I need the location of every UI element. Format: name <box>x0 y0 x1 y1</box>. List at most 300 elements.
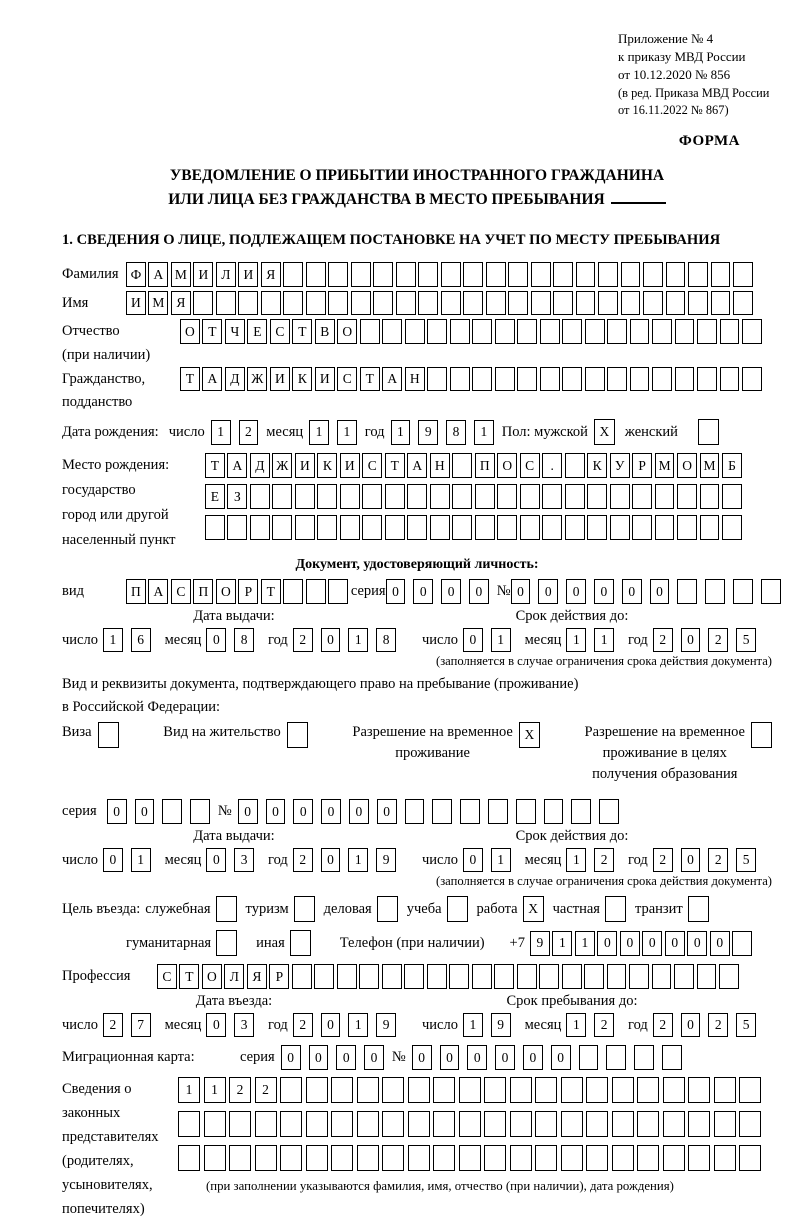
char-cell[interactable] <box>535 1111 557 1137</box>
char-cell[interactable] <box>404 964 424 989</box>
char-cell[interactable] <box>433 1145 455 1171</box>
char-cell[interactable] <box>314 964 334 989</box>
char-cell[interactable] <box>306 579 326 604</box>
char-cell[interactable] <box>362 484 382 509</box>
char-cell[interactable]: 1 <box>348 1013 368 1038</box>
char-cell[interactable] <box>587 515 607 540</box>
char-cell[interactable] <box>261 291 281 316</box>
char-cell[interactable]: Н <box>430 453 450 478</box>
char-cell[interactable] <box>216 930 237 956</box>
char-cell[interactable] <box>584 964 604 989</box>
char-cell[interactable] <box>227 515 247 540</box>
char-cell[interactable] <box>711 291 731 316</box>
char-cell[interactable]: Т <box>179 964 199 989</box>
char-cell[interactable]: О <box>202 964 222 989</box>
char-cell[interactable]: X <box>519 722 540 748</box>
char-cell[interactable]: 0 <box>321 799 341 824</box>
char-cell[interactable] <box>508 262 528 287</box>
char-cell[interactable] <box>238 291 258 316</box>
char-cell[interactable]: К <box>587 453 607 478</box>
char-cell[interactable]: 0 <box>377 799 397 824</box>
char-cell[interactable]: Ф <box>126 262 146 287</box>
char-cell[interactable] <box>433 1111 455 1137</box>
char-cell[interactable]: З <box>227 484 247 509</box>
char-cell[interactable] <box>418 291 438 316</box>
char-cell[interactable] <box>292 964 312 989</box>
char-cell[interactable]: 2 <box>255 1077 277 1103</box>
char-cell[interactable] <box>472 319 492 344</box>
char-cell[interactable] <box>360 319 380 344</box>
char-cell[interactable]: Т <box>292 319 312 344</box>
char-cell[interactable]: 0 <box>681 628 701 653</box>
char-cell[interactable] <box>441 291 461 316</box>
char-cell[interactable] <box>193 291 213 316</box>
char-cell[interactable] <box>295 515 315 540</box>
char-cell[interactable]: 2 <box>653 848 673 873</box>
char-cell[interactable] <box>629 964 649 989</box>
char-cell[interactable]: Е <box>247 319 267 344</box>
char-cell[interactable] <box>553 291 573 316</box>
char-cell[interactable] <box>340 515 360 540</box>
char-cell[interactable] <box>585 367 605 392</box>
char-cell[interactable] <box>337 964 357 989</box>
char-cell[interactable] <box>553 262 573 287</box>
char-cell[interactable]: 1 <box>491 848 511 873</box>
char-cell[interactable] <box>637 1077 659 1103</box>
char-cell[interactable] <box>357 1145 379 1171</box>
char-cell[interactable]: И <box>315 367 335 392</box>
char-cell[interactable]: X <box>523 896 544 922</box>
char-cell[interactable]: 5 <box>736 1013 756 1038</box>
char-cell[interactable]: А <box>202 367 222 392</box>
char-cell[interactable] <box>610 484 630 509</box>
char-cell[interactable]: 0 <box>620 931 640 956</box>
char-cell[interactable] <box>405 799 425 824</box>
char-cell[interactable] <box>714 1111 736 1137</box>
char-cell[interactable]: 1 <box>463 1013 483 1038</box>
char-cell[interactable]: Ч <box>225 319 245 344</box>
char-cell[interactable]: 2 <box>708 628 728 653</box>
char-cell[interactable]: . <box>542 453 562 478</box>
char-cell[interactable]: А <box>148 262 168 287</box>
char-cell[interactable] <box>449 964 469 989</box>
char-cell[interactable]: 0 <box>206 1013 226 1038</box>
char-cell[interactable]: 0 <box>293 799 313 824</box>
char-cell[interactable] <box>688 1111 710 1137</box>
char-cell[interactable] <box>663 1077 685 1103</box>
char-cell[interactable]: 0 <box>710 931 730 956</box>
char-cell[interactable] <box>630 367 650 392</box>
char-cell[interactable] <box>475 515 495 540</box>
char-cell[interactable] <box>283 579 303 604</box>
char-cell[interactable] <box>643 262 663 287</box>
char-cell[interactable] <box>652 319 672 344</box>
char-cell[interactable]: 0 <box>463 628 483 653</box>
char-cell[interactable] <box>605 896 626 922</box>
char-cell[interactable]: 1 <box>491 628 511 653</box>
char-cell[interactable] <box>306 291 326 316</box>
char-cell[interactable]: 1 <box>575 931 595 956</box>
char-cell[interactable]: П <box>475 453 495 478</box>
char-cell[interactable]: 0 <box>538 579 558 604</box>
char-cell[interactable] <box>697 367 717 392</box>
char-cell[interactable]: 1 <box>348 628 368 653</box>
char-cell[interactable]: 1 <box>309 420 329 445</box>
char-cell[interactable]: 6 <box>131 628 151 653</box>
char-cell[interactable]: 1 <box>103 628 123 653</box>
char-cell[interactable] <box>328 262 348 287</box>
char-cell[interactable]: 0 <box>551 1045 571 1070</box>
char-cell[interactable]: 0 <box>309 1045 329 1070</box>
char-cell[interactable] <box>697 319 717 344</box>
char-cell[interactable]: 9 <box>491 1013 511 1038</box>
char-cell[interactable] <box>290 930 311 956</box>
char-cell[interactable] <box>585 319 605 344</box>
char-cell[interactable] <box>204 1111 226 1137</box>
char-cell[interactable] <box>540 319 560 344</box>
char-cell[interactable]: 8 <box>234 628 254 653</box>
char-cell[interactable] <box>599 799 619 824</box>
char-cell[interactable] <box>459 1111 481 1137</box>
char-cell[interactable] <box>250 515 270 540</box>
char-cell[interactable]: С <box>520 453 540 478</box>
char-cell[interactable] <box>520 484 540 509</box>
char-cell[interactable] <box>598 262 618 287</box>
char-cell[interactable] <box>733 291 753 316</box>
char-cell[interactable]: 0 <box>336 1045 356 1070</box>
char-cell[interactable] <box>688 896 709 922</box>
char-cell[interactable] <box>306 1145 328 1171</box>
char-cell[interactable]: И <box>238 262 258 287</box>
char-cell[interactable] <box>497 484 517 509</box>
char-cell[interactable] <box>382 319 402 344</box>
char-cell[interactable] <box>732 931 752 956</box>
char-cell[interactable] <box>205 515 225 540</box>
char-cell[interactable] <box>565 515 585 540</box>
char-cell[interactable] <box>607 964 627 989</box>
char-cell[interactable]: 1 <box>337 420 357 445</box>
char-cell[interactable]: 0 <box>566 579 586 604</box>
char-cell[interactable] <box>351 262 371 287</box>
char-cell[interactable]: Д <box>225 367 245 392</box>
char-cell[interactable] <box>459 1077 481 1103</box>
char-cell[interactable] <box>484 1111 506 1137</box>
char-cell[interactable] <box>306 262 326 287</box>
char-cell[interactable] <box>396 262 416 287</box>
char-cell[interactable] <box>587 484 607 509</box>
char-cell[interactable] <box>229 1111 251 1137</box>
char-cell[interactable]: 0 <box>463 848 483 873</box>
char-cell[interactable]: 2 <box>708 848 728 873</box>
char-cell[interactable] <box>663 1145 685 1171</box>
char-cell[interactable]: Е <box>205 484 225 509</box>
char-cell[interactable]: 2 <box>293 1013 313 1038</box>
char-cell[interactable]: 0 <box>266 799 286 824</box>
char-cell[interactable]: Т <box>205 453 225 478</box>
char-cell[interactable]: 0 <box>511 579 531 604</box>
char-cell[interactable]: С <box>362 453 382 478</box>
char-cell[interactable]: А <box>227 453 247 478</box>
char-cell[interactable] <box>472 367 492 392</box>
char-cell[interactable]: И <box>193 262 213 287</box>
char-cell[interactable] <box>306 1111 328 1137</box>
char-cell[interactable]: И <box>126 291 146 316</box>
char-cell[interactable]: 3 <box>234 1013 254 1038</box>
char-cell[interactable]: 3 <box>234 848 254 873</box>
char-cell[interactable]: 2 <box>594 848 614 873</box>
char-cell[interactable] <box>688 1077 710 1103</box>
char-cell[interactable]: С <box>270 319 290 344</box>
char-cell[interactable]: Я <box>261 262 281 287</box>
char-cell[interactable]: 0 <box>321 1013 341 1038</box>
char-cell[interactable] <box>720 367 740 392</box>
char-cell[interactable]: О <box>497 453 517 478</box>
char-cell[interactable] <box>697 964 717 989</box>
char-cell[interactable] <box>662 1045 682 1070</box>
char-cell[interactable] <box>484 1077 506 1103</box>
char-cell[interactable]: 9 <box>376 1013 396 1038</box>
char-cell[interactable]: Т <box>202 319 222 344</box>
char-cell[interactable]: 2 <box>293 848 313 873</box>
char-cell[interactable]: 5 <box>736 628 756 653</box>
char-cell[interactable]: 0 <box>281 1045 301 1070</box>
char-cell[interactable]: 1 <box>211 420 231 445</box>
char-cell[interactable] <box>283 291 303 316</box>
char-cell[interactable] <box>739 1111 761 1137</box>
char-cell[interactable] <box>677 484 697 509</box>
char-cell[interactable]: 0 <box>642 931 662 956</box>
char-cell[interactable]: 9 <box>418 420 438 445</box>
char-cell[interactable]: П <box>193 579 213 604</box>
char-cell[interactable]: О <box>337 319 357 344</box>
char-cell[interactable]: А <box>407 453 427 478</box>
char-cell[interactable]: В <box>315 319 335 344</box>
char-cell[interactable]: 1 <box>566 628 586 653</box>
char-cell[interactable] <box>494 964 514 989</box>
char-cell[interactable] <box>229 1145 251 1171</box>
char-cell[interactable] <box>655 484 675 509</box>
char-cell[interactable] <box>579 1045 599 1070</box>
char-cell[interactable]: 1 <box>474 420 494 445</box>
char-cell[interactable] <box>280 1111 302 1137</box>
char-cell[interactable]: О <box>180 319 200 344</box>
char-cell[interactable] <box>250 484 270 509</box>
char-cell[interactable] <box>178 1111 200 1137</box>
char-cell[interactable]: 2 <box>229 1077 251 1103</box>
char-cell[interactable]: Н <box>405 367 425 392</box>
char-cell[interactable] <box>562 367 582 392</box>
char-cell[interactable] <box>190 799 210 824</box>
char-cell[interactable]: Р <box>269 964 289 989</box>
char-cell[interactable]: 0 <box>523 1045 543 1070</box>
char-cell[interactable] <box>714 1077 736 1103</box>
char-cell[interactable] <box>295 484 315 509</box>
char-cell[interactable] <box>475 484 495 509</box>
char-cell[interactable]: 8 <box>376 628 396 653</box>
char-cell[interactable]: 0 <box>467 1045 487 1070</box>
char-cell[interactable] <box>517 964 537 989</box>
char-cell[interactable] <box>331 1145 353 1171</box>
char-cell[interactable]: 2 <box>653 628 673 653</box>
char-cell[interactable] <box>517 319 537 344</box>
char-cell[interactable] <box>576 262 596 287</box>
char-cell[interactable] <box>761 579 781 604</box>
char-cell[interactable] <box>408 1077 430 1103</box>
char-cell[interactable]: Р <box>238 579 258 604</box>
char-cell[interactable] <box>612 1111 634 1137</box>
char-cell[interactable] <box>382 1111 404 1137</box>
char-cell[interactable] <box>418 262 438 287</box>
char-cell[interactable] <box>540 367 560 392</box>
char-cell[interactable] <box>632 484 652 509</box>
char-cell[interactable] <box>459 1145 481 1171</box>
char-cell[interactable]: 5 <box>736 848 756 873</box>
char-cell[interactable] <box>486 262 506 287</box>
char-cell[interactable]: И <box>295 453 315 478</box>
char-cell[interactable] <box>700 515 720 540</box>
char-cell[interactable]: Р <box>632 453 652 478</box>
char-cell[interactable] <box>630 319 650 344</box>
char-cell[interactable]: Т <box>180 367 200 392</box>
char-cell[interactable]: 0 <box>386 579 406 604</box>
char-cell[interactable]: 0 <box>206 628 226 653</box>
char-cell[interactable] <box>255 1145 277 1171</box>
char-cell[interactable] <box>607 319 627 344</box>
char-cell[interactable] <box>447 896 468 922</box>
char-cell[interactable] <box>382 1077 404 1103</box>
char-cell[interactable]: 0 <box>441 579 461 604</box>
char-cell[interactable]: И <box>340 453 360 478</box>
char-cell[interactable] <box>610 515 630 540</box>
char-cell[interactable]: 1 <box>348 848 368 873</box>
char-cell[interactable] <box>722 515 742 540</box>
char-cell[interactable]: Б <box>722 453 742 478</box>
char-cell[interactable]: Ж <box>247 367 267 392</box>
char-cell[interactable] <box>516 799 536 824</box>
char-cell[interactable] <box>632 515 652 540</box>
char-cell[interactable] <box>294 896 315 922</box>
char-cell[interactable]: 1 <box>566 1013 586 1038</box>
char-cell[interactable]: 0 <box>597 931 617 956</box>
char-cell[interactable]: Л <box>216 262 236 287</box>
char-cell[interactable] <box>675 319 695 344</box>
char-cell[interactable]: 0 <box>206 848 226 873</box>
char-cell[interactable] <box>373 291 393 316</box>
char-cell[interactable]: С <box>157 964 177 989</box>
char-cell[interactable] <box>377 896 398 922</box>
char-cell[interactable] <box>328 579 348 604</box>
char-cell[interactable]: 0 <box>349 799 369 824</box>
char-cell[interactable]: 0 <box>135 799 155 824</box>
char-cell[interactable] <box>634 1045 654 1070</box>
char-cell[interactable] <box>637 1145 659 1171</box>
char-cell[interactable] <box>607 367 627 392</box>
char-cell[interactable] <box>700 484 720 509</box>
char-cell[interactable] <box>408 1111 430 1137</box>
char-cell[interactable] <box>705 579 725 604</box>
char-cell[interactable]: 1 <box>178 1077 200 1103</box>
char-cell[interactable] <box>751 722 772 748</box>
char-cell[interactable] <box>742 367 762 392</box>
char-cell[interactable]: П <box>126 579 146 604</box>
char-cell[interactable] <box>430 484 450 509</box>
char-cell[interactable] <box>359 964 379 989</box>
char-cell[interactable] <box>531 262 551 287</box>
char-cell[interactable] <box>463 291 483 316</box>
char-cell[interactable] <box>612 1077 634 1103</box>
char-cell[interactable] <box>643 291 663 316</box>
char-cell[interactable] <box>544 799 564 824</box>
char-cell[interactable] <box>637 1111 659 1137</box>
char-cell[interactable] <box>586 1111 608 1137</box>
char-cell[interactable]: 0 <box>495 1045 515 1070</box>
char-cell[interactable] <box>606 1045 626 1070</box>
char-cell[interactable]: Т <box>360 367 380 392</box>
char-cell[interactable]: 0 <box>440 1045 460 1070</box>
char-cell[interactable] <box>598 291 618 316</box>
char-cell[interactable] <box>452 453 472 478</box>
char-cell[interactable]: А <box>148 579 168 604</box>
char-cell[interactable] <box>508 291 528 316</box>
char-cell[interactable] <box>711 262 731 287</box>
char-cell[interactable] <box>495 367 515 392</box>
char-cell[interactable]: И <box>270 367 290 392</box>
char-cell[interactable] <box>396 291 416 316</box>
char-cell[interactable]: К <box>317 453 337 478</box>
char-cell[interactable]: 0 <box>681 1013 701 1038</box>
char-cell[interactable]: 0 <box>321 628 341 653</box>
char-cell[interactable]: С <box>171 579 191 604</box>
char-cell[interactable] <box>407 515 427 540</box>
char-cell[interactable] <box>280 1145 302 1171</box>
char-cell[interactable]: 0 <box>665 931 685 956</box>
char-cell[interactable]: 1 <box>566 848 586 873</box>
char-cell[interactable] <box>531 291 551 316</box>
char-cell[interactable] <box>204 1145 226 1171</box>
char-cell[interactable] <box>733 262 753 287</box>
char-cell[interactable]: Д <box>250 453 270 478</box>
char-cell[interactable] <box>162 799 182 824</box>
char-cell[interactable]: 0 <box>321 848 341 873</box>
char-cell[interactable] <box>621 291 641 316</box>
char-cell[interactable]: Ж <box>272 453 292 478</box>
char-cell[interactable] <box>652 964 672 989</box>
char-cell[interactable] <box>495 319 515 344</box>
char-cell[interactable] <box>535 1077 557 1103</box>
char-cell[interactable]: Я <box>247 964 267 989</box>
char-cell[interactable] <box>216 896 237 922</box>
char-cell[interactable]: О <box>677 453 697 478</box>
char-cell[interactable] <box>739 1077 761 1103</box>
char-cell[interactable] <box>432 799 452 824</box>
char-cell[interactable] <box>331 1077 353 1103</box>
char-cell[interactable]: 8 <box>446 420 466 445</box>
char-cell[interactable] <box>427 367 447 392</box>
char-cell[interactable] <box>216 291 236 316</box>
char-cell[interactable] <box>720 319 740 344</box>
char-cell[interactable]: 0 <box>650 579 670 604</box>
char-cell[interactable]: У <box>610 453 630 478</box>
char-cell[interactable]: 1 <box>131 848 151 873</box>
char-cell[interactable] <box>460 799 480 824</box>
char-cell[interactable] <box>287 722 308 748</box>
char-cell[interactable]: 1 <box>594 628 614 653</box>
char-cell[interactable] <box>562 319 582 344</box>
char-cell[interactable]: 0 <box>687 931 707 956</box>
char-cell[interactable] <box>484 1145 506 1171</box>
char-cell[interactable] <box>362 515 382 540</box>
char-cell[interactable]: 0 <box>103 848 123 873</box>
